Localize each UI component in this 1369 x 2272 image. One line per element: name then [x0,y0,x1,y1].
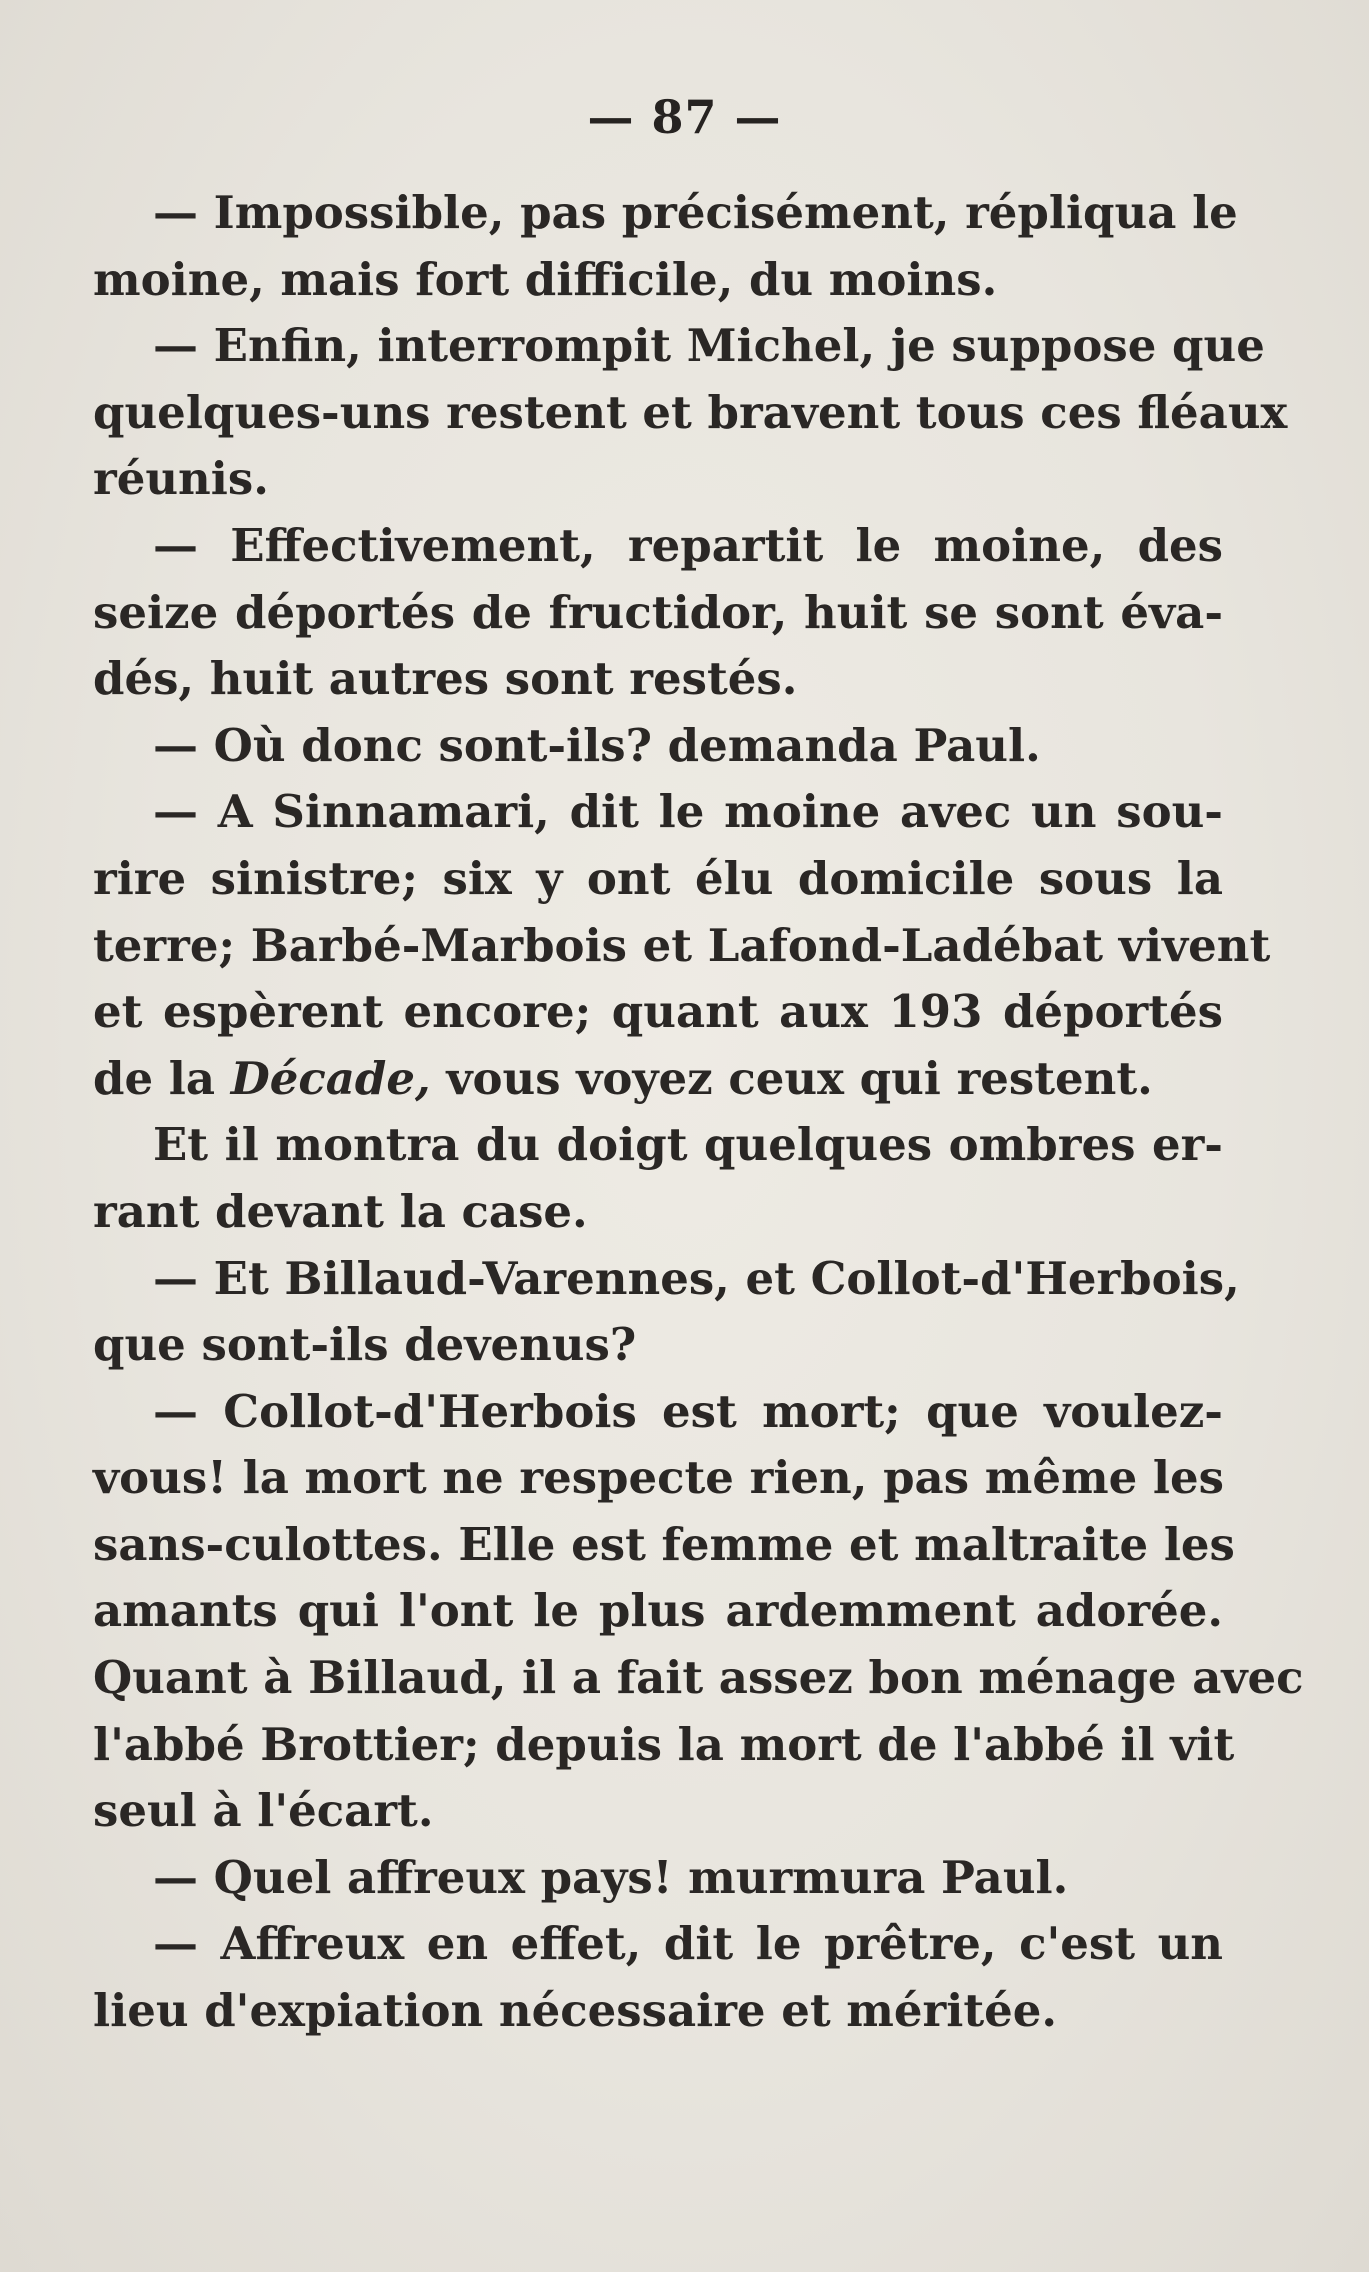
text-line: — Enfin, interrompit Michel, je suppose que [153,319,1265,373]
text-line: quelques-uns restent et bravent tous ces fléaux [93,385,1288,439]
text-line: rant devant la case. [93,1184,588,1238]
text-line: moine, mais fort difficile, du moins. [93,252,998,306]
page-number: — 87 — [587,90,782,144]
text-line: sans-culottes. Elle est femme et maltraite les [93,1517,1235,1571]
text-line: réunis. [93,452,269,506]
italic-title: Décade, [230,1051,431,1105]
text-line: — Où donc sont-ils? demanda Paul. [153,718,1041,772]
text-line: dés, huit autres sont restés. [93,652,798,706]
text-line: — A Sinnamari, dit le moine avec un sou- [153,785,1223,839]
text-line: — Collot-d'Herbois est mort; que voulez- [153,1384,1223,1438]
text-line: — Affreux en effet, dit le prêtre, c'est un [153,1917,1223,1971]
text-segment: vous voyez ceux qui restent. [430,1051,1153,1105]
text-line: seize déportés de fructidor, huit se sont éva- [93,585,1223,639]
text-line: l'abbé Brottier; depuis la mort de l'abbé il vit [93,1717,1235,1771]
text-line: Quant à Billaud, il a fait assez bon ménage avec [93,1651,1304,1705]
text-line: terre; Barbé-Marbois et Lafond-Ladébat vivent [93,918,1271,972]
text-line: que sont-ils devenus? [93,1318,637,1372]
text-line: — Impossible, pas précisément, répliqua le [153,186,1238,239]
text-line: vous! la mort ne respecte rien, pas même les [93,1451,1224,1505]
text-line [93,1046,1223,1113]
text-segment: de la [93,1051,231,1105]
text-line: seul à l'écart. [93,1784,434,1838]
text-line: — Effectivement, repartit le moine, des [153,518,1223,572]
text-line: — Et Billaud-Varennes, et Collot-d'Herbois, [153,1251,1240,1305]
text-line: lieu d'expiation nécessaire et méritée. [93,1984,1058,2038]
text-line: amants qui l'ont le plus ardemment adorée. [93,1584,1223,1638]
text-line: — Quel affreux pays! murmura Paul. [153,1850,1069,1904]
text-line: rire sinistre; six y ont élu domicile sous la [93,851,1223,905]
text-line: et espèrent encore; quant aux 193 déportés [93,985,1223,1039]
text-line: Et il montra du doigt quelques ombres er- [153,1118,1223,1172]
body-text [93,180,1304,2045]
